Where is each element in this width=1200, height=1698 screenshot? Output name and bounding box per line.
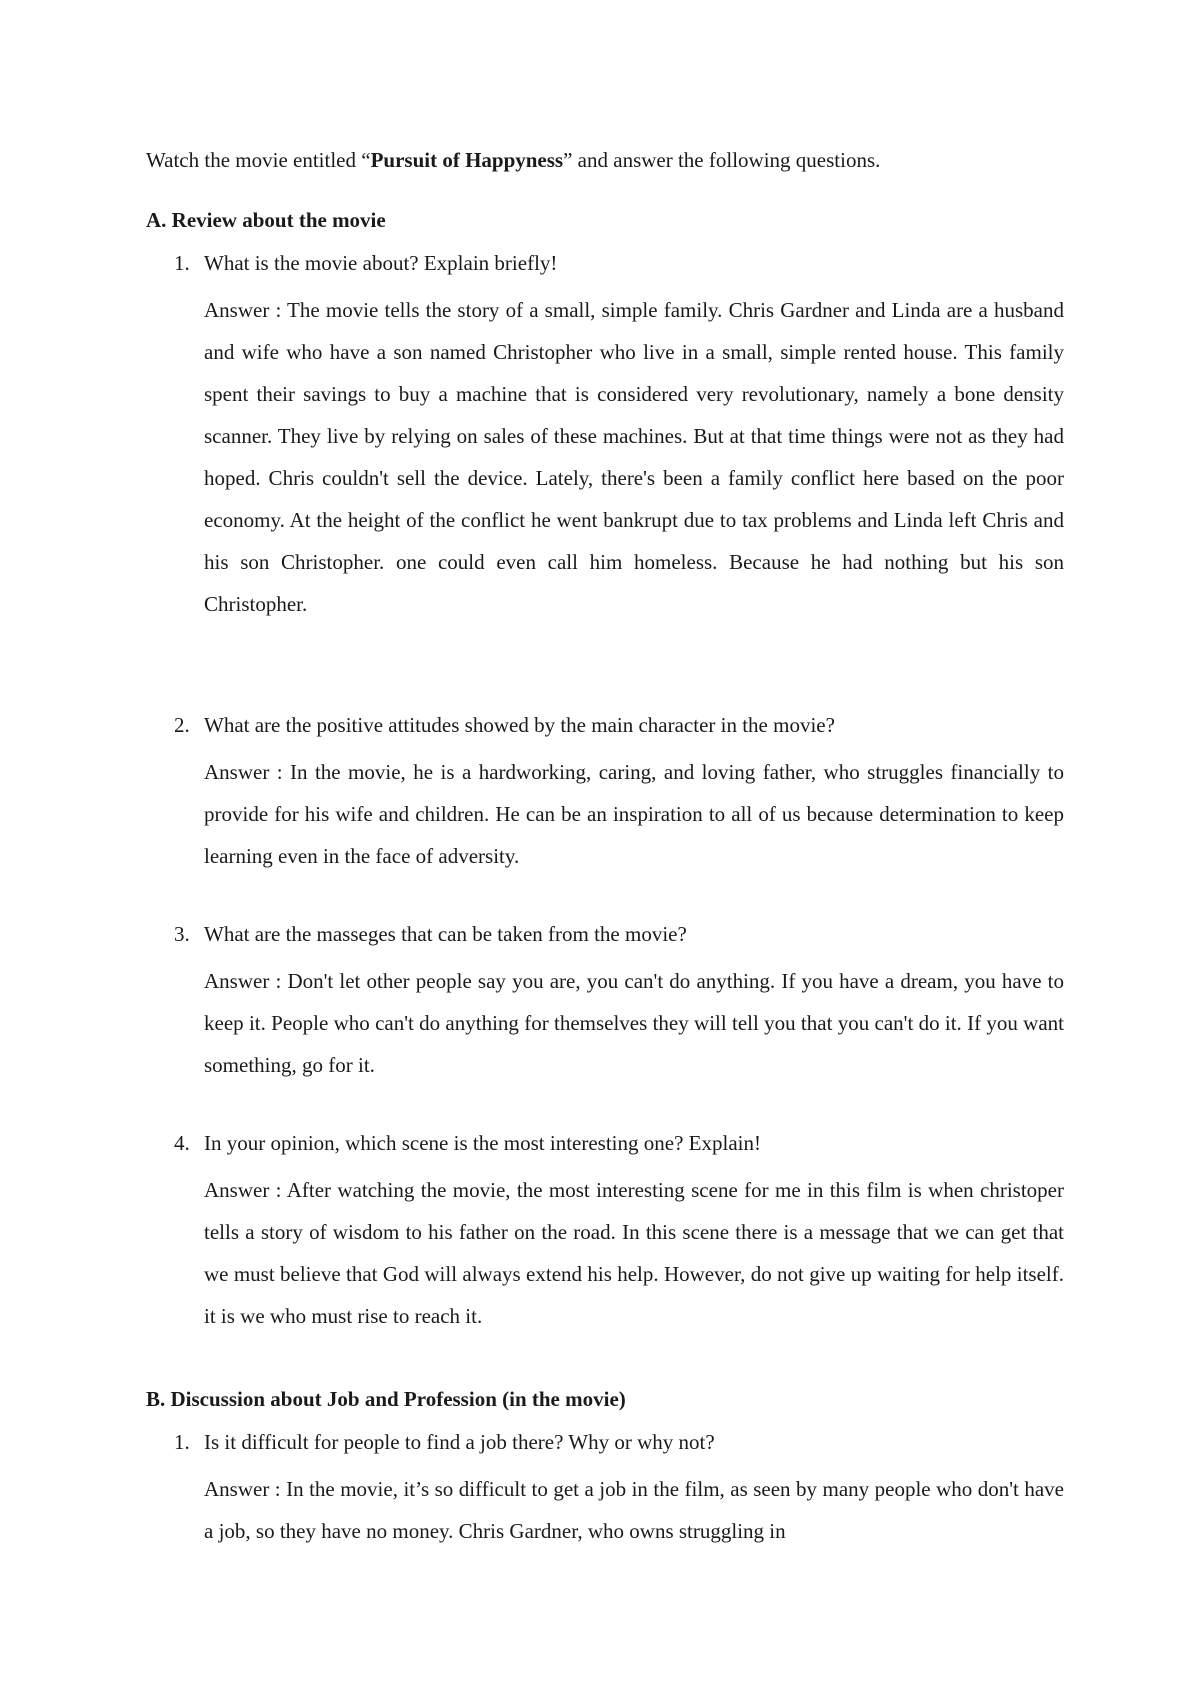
answer-text: Answer : The movie tells the story of a small, simple family. Chris Gardner and Linda are a husband and wife who have a son named Christopher who live in a small, simple rented house. This family spent their savings to buy a machine that is considered very revolutionary, namely a bone density scanner. They live by relying on sales of these machines. But at that time things were not as they had hoped. Chris couldn't sell the device. Lately, there's been a family conflict here based on the poor economy. At the height of the conflict he went bankrupt due to tax problems and Linda left Chris and his son Christopher. one could even call him homeless. Because he had nothing but his son Christopher. [204,298,1064,616]
question-item-a3 [174,919,1064,1086]
answer-text: Answer : Don't let other people say you are, you can't do anything. If you have a dream, you have to keep it. People who can't do anything for themselves they will tell you that you can't do it. If you want something, go for it. [204,969,1064,1077]
question-number: 3. [174,922,190,946]
answer-text: Answer : After watching the movie, the most interesting scene for me in this film is when christoper tells a story of wisdom to his father on the road. In this scene there is a message that we can get that we must believe that God will always extend his help. However, do not give up waiting for help itself. it is we who must rise to reach it. [204,1178,1064,1328]
section-b-heading: B. Discussion about Job and Profession (in the movie) [146,1387,626,1411]
question-text: What is the movie about? Explain briefly! [204,251,558,275]
question-number: 4. [174,1131,190,1155]
intro-instruction [146,145,1066,175]
question-text: What are the masseges that can be taken from the movie? [204,922,687,946]
answer-text: Answer : In the movie, he is a hardworking, caring, and loving father, who struggles financially to provide for his wife and children. He can be an inspiration to all of us because determination to keep learning even in the face of adversity. [204,760,1064,868]
question-text: What are the positive attitudes showed by the main character in the movie? [204,713,835,737]
question-number: 1. [174,251,190,275]
question-item-a1 [174,248,1064,625]
question-text: In your opinion, which scene is the most interesting one? Explain! [204,1131,761,1155]
section-a-heading: A. Review about the movie [146,208,386,232]
question-number: 2. [174,713,190,737]
question-number: 1. [174,1430,190,1454]
movie-title: Pursuit of Happyness [370,148,564,172]
question-item-b1 [174,1427,1064,1552]
question-text: Is it difficult for people to find a job there? Why or why not? [204,1430,715,1454]
intro-prefix: Watch the movie entitled “ [146,148,371,172]
question-item-a2 [174,710,1064,877]
intro-suffix: ” and answer the following questions. [563,148,881,172]
question-item-a4 [174,1128,1064,1337]
answer-text: Answer : In the movie, it’s so difficult to get a job in the film, as seen by many people who don't have a job, so they have no money. Chris Gardner, who owns struggling in [204,1477,1064,1543]
